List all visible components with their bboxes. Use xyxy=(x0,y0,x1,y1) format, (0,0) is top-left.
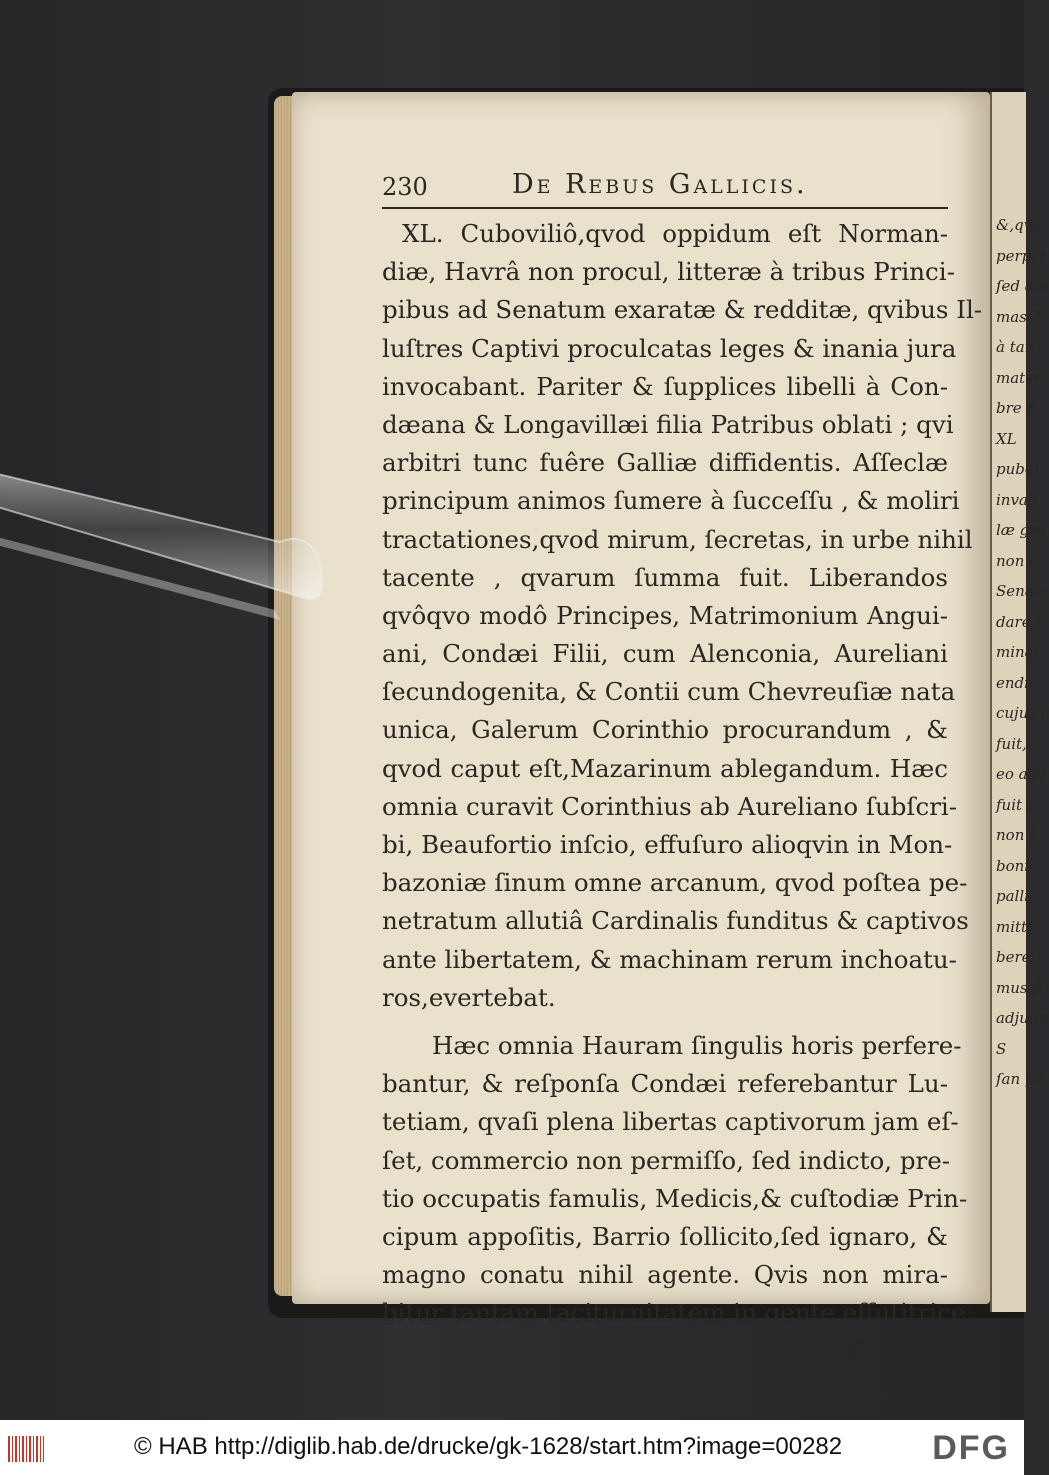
facing-page-line: ſed am xyxy=(996,277,1048,295)
facing-page-line: pallio. xyxy=(996,887,1043,905)
facing-page-line: S xyxy=(996,1039,1007,1058)
facing-page-line: perpet xyxy=(996,246,1047,265)
text-line: ſecundogenita, & Contii cum Chevreuſiæ nata xyxy=(382,677,956,707)
footer-credit: © HAB http://diglib.hab.de/drucke/gk-1628/start.htm?image=00282 xyxy=(134,1433,843,1460)
facing-page-text xyxy=(992,92,1049,1095)
text-line: tacente , qvarum ſumma fuit. Liberandos xyxy=(382,562,948,592)
dfg-logo: DFG xyxy=(932,1429,1010,1467)
facing-page-line: invali xyxy=(996,490,1038,509)
facing-page-line: boniç xyxy=(996,856,1038,875)
text-line: omnia curavit Corinthius ab Aureliano ſubſcri- xyxy=(382,791,958,821)
facing-page-line: mater xyxy=(996,368,1042,387)
text-line: Hæc omnia Hauram ſingulis horis perfere- xyxy=(432,1030,962,1060)
text-line: arbitri tunc fuêre Galliæ diffidentis. Aſſeclæ xyxy=(382,448,948,478)
text-line: luſtres Captivi proculcatas leges & inania jura xyxy=(382,333,957,363)
text-line: ante libertatem, & machinam rerum inchoatu- xyxy=(382,944,957,974)
text-line: magno conatu nihil agente. Qvis non mira- xyxy=(382,1260,948,1290)
text-line: bi, Beaufortio inſcio, effuſuro alioqvin in Mon- xyxy=(382,830,953,859)
text-line: tractationes,qvod mirum, ſecretas, in urbe nihil xyxy=(382,524,973,554)
text-line: ſet, commercio non permiſſo, ſed indicto, pre- xyxy=(382,1145,950,1175)
facing-page-line: Senatu xyxy=(996,582,1049,600)
text-line: bantur, & reſponſa Condæi referebantur Lu- xyxy=(382,1069,948,1099)
facing-page-line: mas ? xyxy=(996,307,1040,326)
facing-page-line: eo adv xyxy=(996,765,1046,783)
text-line: ros,evertebat. xyxy=(382,982,556,1012)
text-line: principum animos ſumere à ſucceſſu , & moliri xyxy=(382,486,960,516)
body-text xyxy=(382,215,983,1371)
facing-page-line: à tan xyxy=(996,338,1035,356)
facing-page-line: XL xyxy=(996,429,1017,448)
text-line: qvod caput eſt,Mazarinum ablegandum. Hæc xyxy=(382,753,948,783)
facing-page-line: adjung xyxy=(996,1009,1049,1027)
text-line: unica, Galerum Corinthio procurandum , & xyxy=(382,715,948,745)
page-number: 230 xyxy=(382,173,428,201)
facing-page-line: fuit c xyxy=(996,795,1036,814)
catchword: &, qvod xyxy=(850,1336,948,1366)
facing-page-line: bre n xyxy=(996,399,1037,417)
facing-page-line: ſan pr xyxy=(996,1070,1042,1088)
text-line: ani, Condæi Filii, cum Alenconia, Aureliani xyxy=(382,639,948,669)
text-line: netratum allutiâ Cardinalis funditus & captivos xyxy=(382,906,969,936)
text-line: XL. Cuboviliô,qvod oppidum eſt Norman- xyxy=(402,219,948,248)
text-line: bitur tantam taciturnitatem in gente effutitrice; xyxy=(382,1298,974,1328)
facing-page-edge xyxy=(990,92,1049,1312)
facing-page-line: fuit, xyxy=(996,734,1027,753)
glass-page-holder xyxy=(0,470,340,620)
facing-page-line: endi , xyxy=(996,673,1039,692)
facing-page-line: puber xyxy=(996,460,1041,478)
footer-bar xyxy=(0,1420,1024,1475)
text-line: pibus ad Senatum exaratæ & redditæ, qvibus Il- xyxy=(382,295,983,325)
running-head xyxy=(382,167,948,209)
facing-page-line: beret; xyxy=(996,948,1042,966)
text-line: cipum appoſitis, Barrio ſollicito,ſed ignaro, & xyxy=(382,1221,948,1251)
facing-page-line: læ gra xyxy=(996,521,1046,539)
text-line: tio occupatis famulis, Medicis,& cuſtodiæ Prin- xyxy=(382,1183,968,1213)
facing-page-line: non f xyxy=(996,826,1035,844)
text-line: bazoniæ ſinum omne arcanum, qvod poſtea pe- xyxy=(382,868,968,898)
facing-page-line: non e xyxy=(996,551,1038,570)
facing-page-line: &,qvo xyxy=(996,216,1042,234)
facing-page-line: minar xyxy=(996,643,1041,661)
facing-page-line: dare f xyxy=(996,612,1041,631)
text-line: dæana & Longavillæi filia Patribus oblati ; qvi xyxy=(382,409,954,439)
running-title: De Rebus Gallicis. xyxy=(512,169,808,200)
text-line: tetiam, qvaſi plena libertas captivorum jam eſ- xyxy=(382,1107,959,1137)
facing-page-line: cujus c xyxy=(996,704,1049,722)
barcode-icon xyxy=(8,1436,44,1462)
facing-page-line: mitti, xyxy=(996,917,1037,936)
text-line: diæ, Havrâ non procul, litteræ à tribus Princi- xyxy=(382,257,955,287)
text-line: invocabant. Pariter & ſupplices libelli à Con- xyxy=(382,371,948,401)
text-line: qvôqvo modô Principes, Matrimonium Angui- xyxy=(382,600,948,630)
facing-page-line: mus ſi xyxy=(996,978,1043,997)
